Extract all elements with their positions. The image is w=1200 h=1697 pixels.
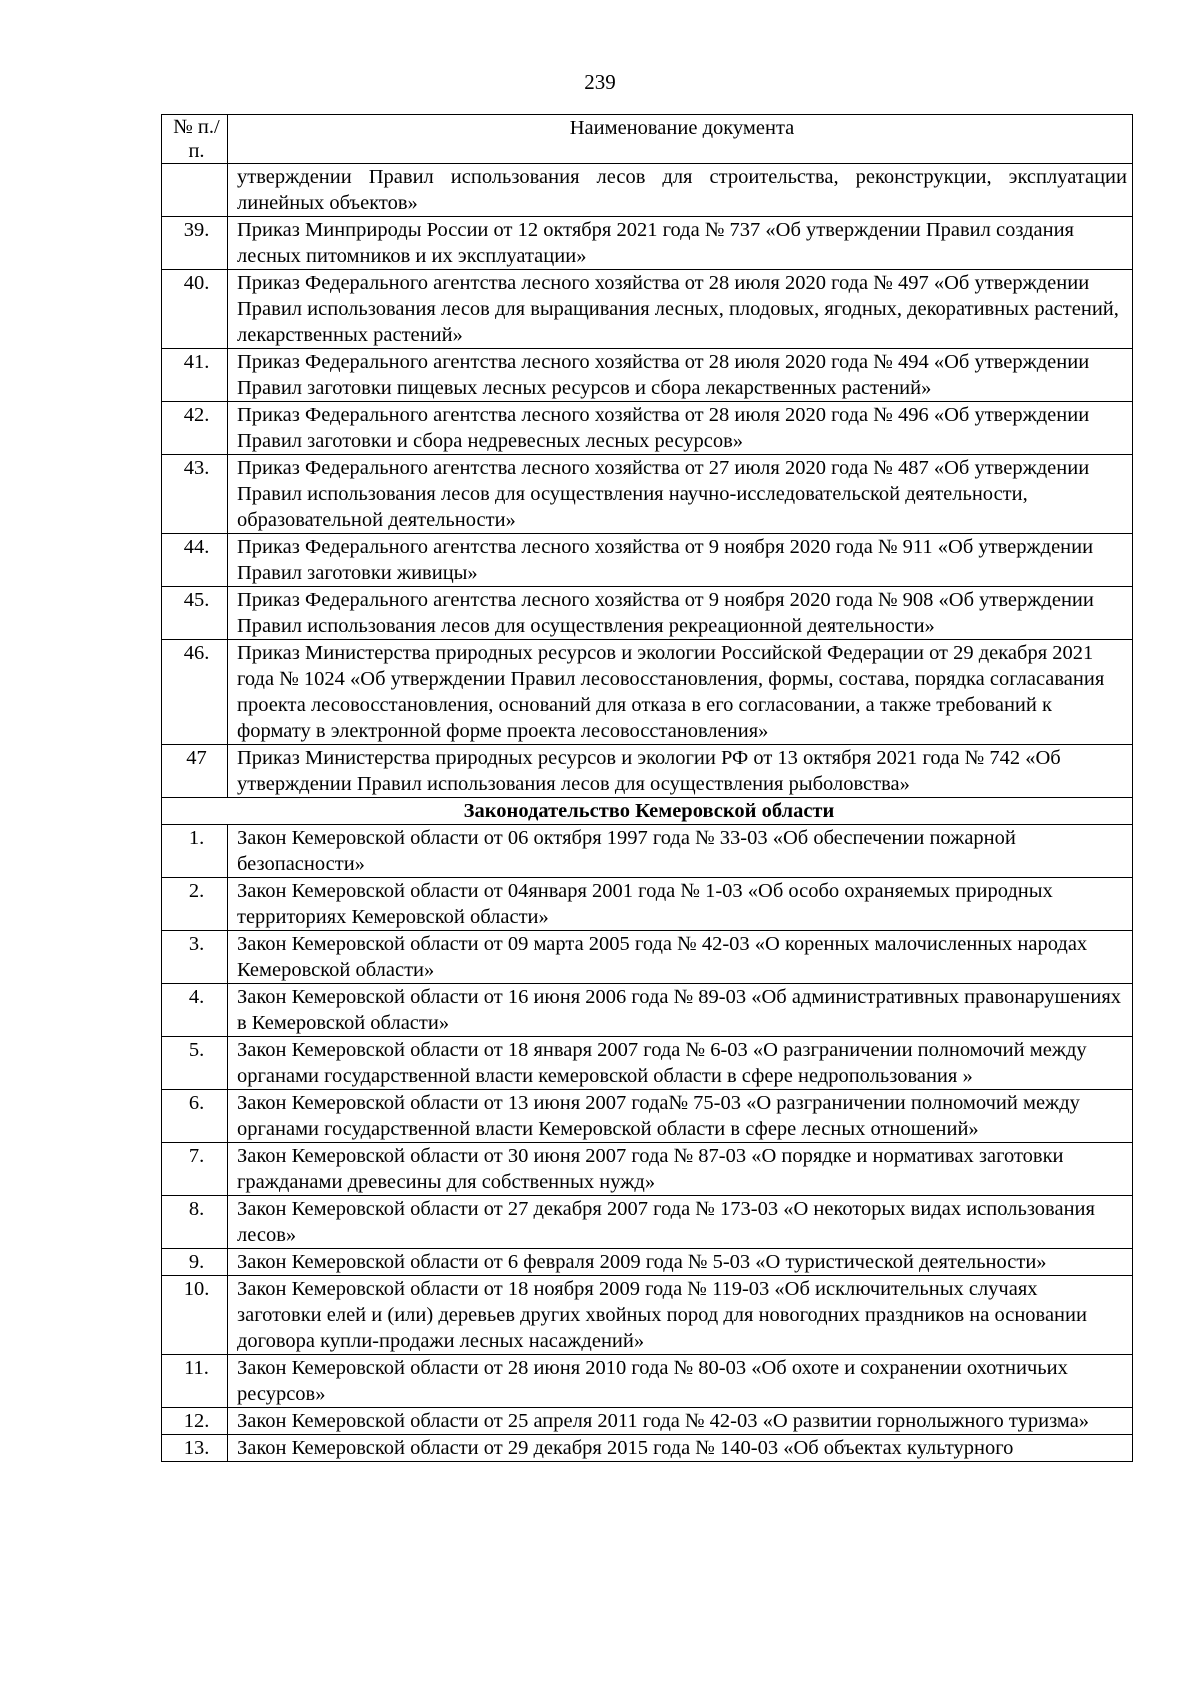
row-number: 40. [162,270,228,349]
document-title: Закон Кемеровской области от 06 октября 1997 года № 33-03 «Об обеспечении пожарной безопасности» [228,825,1133,878]
row-number: 46. [162,640,228,745]
table-row [162,349,1133,402]
document-title: Приказ Министерства природных ресурсов и экологии Российской Федерации от 29 декабря 2021 года № 1024 «Об утверждении Правил лесовосстановления, формы, состава, порядка согласавания проекта лесовосстановления, оснований для отказа в его согласовании, а также требований к формату в электронной форме проекта лесовосстановления» [228,640,1133,745]
document-title: Закон Кемеровской области от 18 января 2007 года № 6-03 «О разграничении полномочий между органами государственной власти кемеровской области в сфере недропользования » [228,1037,1133,1090]
row-number: 5. [162,1037,228,1090]
document-title: Закон Кемеровской области от 18 ноября 2009 года № 119-03 «Об исключительных случаях заготовки елей и (или) деревьев других хвойных пород для новогодних праздников на основании договора купли-продажи лесных насаждений» [228,1276,1133,1355]
document-title: Закон Кемеровской области от 30 июня 2007 года № 87-03 «О порядке и нормативах заготовки гражданами древесины для собственных нужд» [228,1143,1133,1196]
document-title: Закон Кемеровской области от 28 июня 2010 года № 80-03 «Об охоте и сохранении охотничьих ресурсов» [228,1355,1133,1408]
documents-table [161,114,1133,1462]
table-row [162,1355,1133,1408]
row-number: 1. [162,825,228,878]
row-number: 4. [162,984,228,1037]
table-row [162,984,1133,1037]
document-title: Приказ Федерального агентства лесного хозяйства от 28 июля 2020 года № 494 «Об утверждении Правил заготовки пищевых лесных ресурсов и сбора лекарственных растений» [228,349,1133,402]
row-number: 41. [162,349,228,402]
document-title: Приказ Федерального агентства лесного хозяйства от 28 июля 2020 года № 497 «Об утверждении Правил использования лесов для выращивания лесных, плодовых, ягодных, декоративных растений, лекарственных растений» [228,270,1133,349]
row-number: 42. [162,402,228,455]
row-number: 43. [162,455,228,534]
table-row [162,1143,1133,1196]
document-title: Закон Кемеровской области от 16 июня 2006 года № 89-03 «Об административных правонарушениях в Кемеровской области» [228,984,1133,1037]
row-number: 9. [162,1249,228,1276]
table-row [162,1037,1133,1090]
document-title: Приказ Федерального агентства лесного хозяйства от 27 июля 2020 года № 487 «Об утверждении Правил использования лесов для осуществления научно-исследовательской деятельности, образовательной деятельности» [228,455,1133,534]
row-number: 11. [162,1355,228,1408]
document-title: Приказ Федерального агентства лесного хозяйства от 9 ноября 2020 года № 908 «Об утверждении Правил использования лесов для осуществления рекреационной деятельности» [228,587,1133,640]
row-number: 3. [162,931,228,984]
table-row [162,1090,1133,1143]
row-number [162,164,228,217]
table-row [162,1196,1133,1249]
table-row [162,745,1133,798]
table-row [162,1249,1133,1276]
table-row [162,1435,1133,1462]
table-row [162,825,1133,878]
table-row [162,217,1133,270]
document-title: Приказ Министерства природных ресурсов и экологии РФ от 13 октября 2021 года № 742 «Об утверждении Правил использования лесов для осуществления рыболовства» [228,745,1133,798]
table-row [162,640,1133,745]
column-header-name: Наименование документа [228,115,1133,164]
table-row [162,455,1133,534]
row-number: 47 [162,745,228,798]
table-row [162,270,1133,349]
row-number: 44. [162,534,228,587]
table-header-row [162,115,1133,164]
row-number: 12. [162,1408,228,1435]
table-row [162,534,1133,587]
column-header-number: № п./п. [162,115,228,164]
row-number: 10. [162,1276,228,1355]
document-title: Приказ Минприроды России от 12 октября 2021 года № 737 «Об утверждении Правил создания лесных питомников и их эксплуатации» [228,217,1133,270]
row-number: 45. [162,587,228,640]
row-number: 6. [162,1090,228,1143]
row-number: 2. [162,878,228,931]
document-title: Закон Кемеровской области от 6 февраля 2009 года № 5-03 «О туристической деятельности» [228,1249,1133,1276]
table-row [162,1276,1133,1355]
document-title: Приказ Федерального агентства лесного хозяйства от 28 июля 2020 года № 496 «Об утверждении Правил заготовки и сбора недревесных лесных ресурсов» [228,402,1133,455]
section-title: Законодательство Кемеровской области [162,798,1133,825]
table-row [162,402,1133,455]
page-number: 239 [584,70,616,94]
section-header-row [162,798,1133,825]
table-row [162,1408,1133,1435]
row-number: 13. [162,1435,228,1462]
table-row [162,587,1133,640]
document-title: Закон Кемеровской области от 04января 2001 года № 1-03 «Об особо охраняемых природных территориях Кемеровской области» [228,878,1133,931]
document-title: Закон Кемеровской области от 09 марта 2005 года № 42-03 «О коренных малочисленных народах Кемеровской области» [228,931,1133,984]
document-title: Закон Кемеровской области от 25 апреля 2011 года № 42-03 «О развитии горнолыжного туризма» [228,1408,1133,1435]
document-title: Закон Кемеровской области от 13 июня 2007 года№ 75-03 «О разграничении полномочий между органами государственной власти Кемеровской области в сфере лесных отношений» [228,1090,1133,1143]
document-title: Приказ Федерального агентства лесного хозяйства от 9 ноября 2020 года № 911 «Об утверждении Правил заготовки живицы» [228,534,1133,587]
table-row [162,878,1133,931]
table-row [162,931,1133,984]
document-title: утверждении Правил использования лесов для строительства, реконструкции, эксплуатации линейных объектов» [228,164,1133,217]
document-title: Закон Кемеровской области от 29 декабря 2015 года № 140-03 «Об объектах культурного [228,1435,1133,1462]
table-row [162,164,1133,217]
row-number: 39. [162,217,228,270]
row-number: 8. [162,1196,228,1249]
row-number: 7. [162,1143,228,1196]
table-body [162,164,1133,1462]
document-title: Закон Кемеровской области от 27 декабря 2007 года № 173-03 «О некоторых видах использования лесов» [228,1196,1133,1249]
